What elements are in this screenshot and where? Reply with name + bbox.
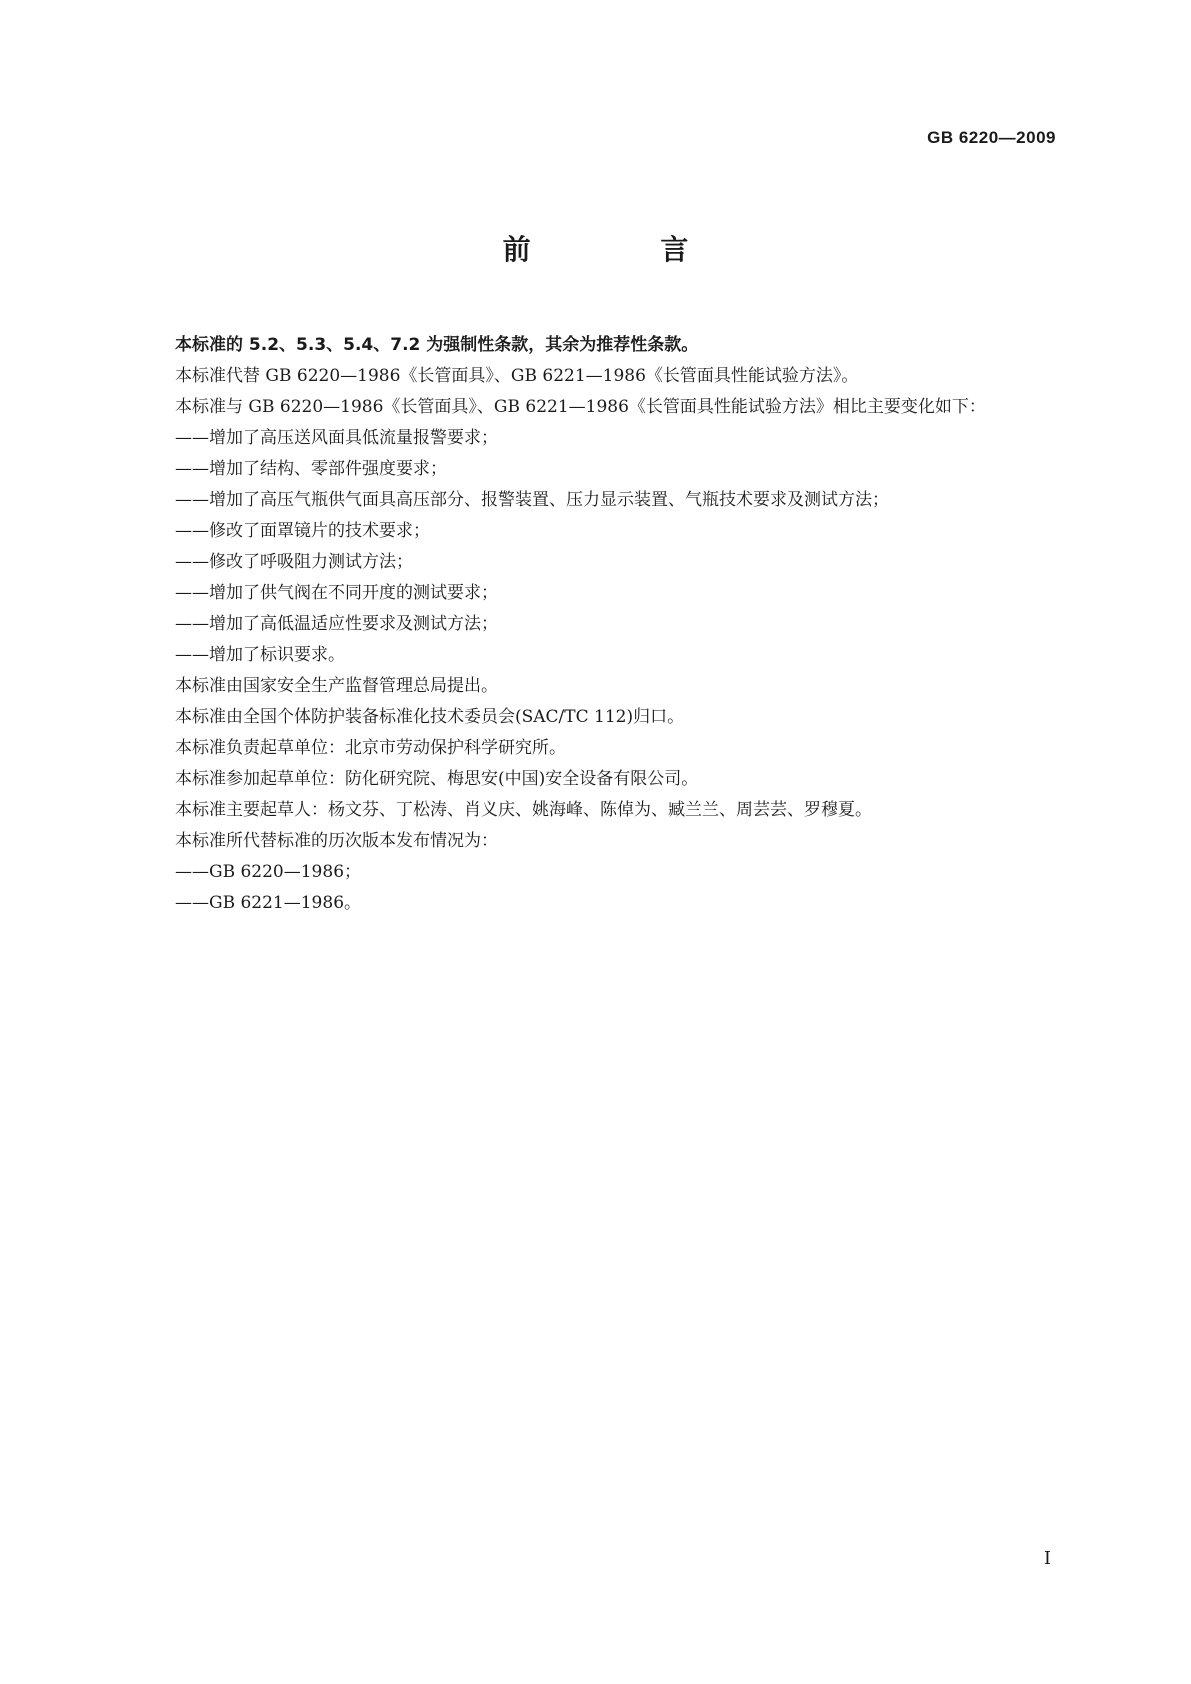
change-item: ——增加了标识要求。 [175,645,345,665]
history-intro-paragraph: 本标准所代替标准的历次版本发布情况为： [175,831,498,851]
preface-body [135,330,1055,919]
participating-drafters-paragraph: 本标准参加起草单位：防化研究院、梅思安(中国)安全设备有限公司。 [175,769,699,789]
changes-intro-paragraph: 本标准与 GB 6220—1986《长管面具》、GB 6221—1986《长管面具性能试验方法》相比主要变化如下： [175,397,986,417]
page-number: I [1043,1548,1051,1569]
mandatory-clause-paragraph: 本标准的 5.2、5.3、5.4、7.2 为强制性条款，其余为推荐性条款。 [175,335,699,355]
change-item: ——增加了高压气瓶供气面具高压部分、报警装置、压力显示装置、气瓶技术要求及测试方法； [175,490,889,510]
history-item: ——GB 6221—1986。 [175,893,362,913]
change-item: ——增加了高低温适应性要求及测试方法； [175,614,498,634]
replaces-paragraph: 本标准代替 GB 6220—1986《长管面具》、GB 6221—1986《长管面具性能试验方法》。 [175,366,859,386]
page-title: 前 言 [502,233,749,266]
change-item: ——修改了呼吸阻力测试方法； [175,552,413,572]
history-item: ——GB 6220—1986； [175,862,362,882]
proposed-by-paragraph: 本标准由国家安全生产监督管理总局提出。 [175,676,498,696]
standard-code: GB 6220—2009 [927,128,1056,147]
centralized-by-paragraph: 本标准由全国个体防护装备标准化技术委员会(SAC/TC 112)归口。 [175,707,685,727]
change-item: ——增加了供气阀在不同开度的测试要求； [175,583,498,603]
change-item: ——修改了面罩镜片的技术要求； [175,521,430,541]
main-drafters-paragraph: 本标准主要起草人：杨文芬、丁松涛、肖义庆、姚海峰、陈倬为、臧兰兰、周芸芸、罗穆夏。 [175,800,872,820]
responsible-drafter-paragraph: 本标准负责起草单位：北京市劳动保护科学研究所。 [175,738,566,758]
change-item: ——增加了高压送风面具低流量报警要求； [175,428,498,448]
change-item: ——增加了结构、零部件强度要求； [175,459,447,479]
